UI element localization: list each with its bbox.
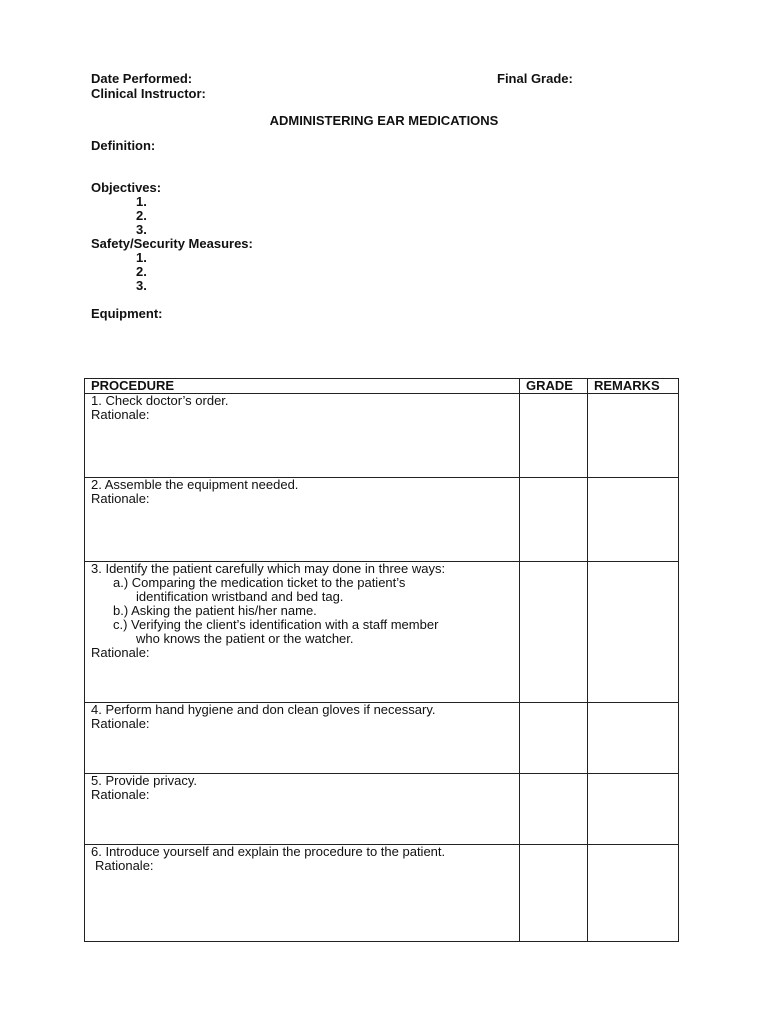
table-row (91, 703, 516, 731)
rationale-label: Rationale: (91, 491, 150, 506)
column-header-procedure: PROCEDURE (91, 378, 175, 393)
table-row (91, 774, 516, 802)
clinical-instructor-label: Clinical Instructor: (91, 86, 206, 101)
objective-item: 1. (136, 194, 147, 209)
procedure-step: 1. Check doctor’s order. (91, 393, 229, 408)
procedure-substep: who knows the patient or the watcher. (136, 631, 354, 646)
column-header-grade: GRADE (526, 378, 573, 393)
safety-item: 1. (136, 250, 147, 265)
table-row (91, 845, 516, 873)
rationale-label: Rationale: (91, 787, 150, 802)
procedure-step: 5. Provide privacy. (91, 773, 197, 788)
table-row (91, 394, 516, 422)
form-title: ADMINISTERING EAR MEDICATIONS (269, 113, 499, 128)
safety-measures-label: Safety/Security Measures: (91, 236, 253, 251)
equipment-label: Equipment: (91, 306, 163, 321)
rationale-label: Rationale: (91, 407, 150, 422)
objectives-list (136, 195, 147, 237)
procedure-step: 2. Assemble the equipment needed. (91, 477, 299, 492)
rationale-label: Rationale: (91, 716, 150, 731)
procedure-step: 6. Introduce yourself and explain the procedure to the patient. (91, 844, 446, 859)
safety-measures-list (136, 251, 147, 293)
safety-item: 2. (136, 264, 147, 279)
procedure-substep: c.) Verifying the client’s identification with a staff member (113, 617, 439, 632)
final-grade-label: Final Grade: (497, 71, 573, 86)
column-divider (519, 379, 520, 941)
safety-item: 3. (136, 278, 147, 293)
procedure-substep: b.) Asking the patient his/her name. (113, 603, 317, 618)
objective-item: 3. (136, 222, 147, 237)
procedure-step: 4. Perform hand hygiene and don clean gloves if necessary. (91, 702, 436, 717)
procedure-step: 3. Identify the patient carefully which may done in three ways: (91, 561, 446, 576)
column-header-remarks: REMARKS (594, 378, 660, 393)
rationale-label: Rationale: (95, 858, 154, 873)
procedure-substep: identification wristband and bed tag. (136, 589, 344, 604)
table-row (91, 562, 516, 660)
objectives-label: Objectives: (91, 180, 162, 195)
date-performed-label: Date Performed: (91, 71, 193, 86)
objective-item: 2. (136, 208, 147, 223)
rationale-label: Rationale: (91, 645, 150, 660)
column-divider (587, 379, 588, 941)
procedure-substep: a.) Comparing the medication ticket to the patient’s (113, 575, 406, 590)
table-row (91, 478, 516, 506)
definition-label: Definition: (91, 138, 156, 153)
procedure-table (84, 378, 679, 942)
